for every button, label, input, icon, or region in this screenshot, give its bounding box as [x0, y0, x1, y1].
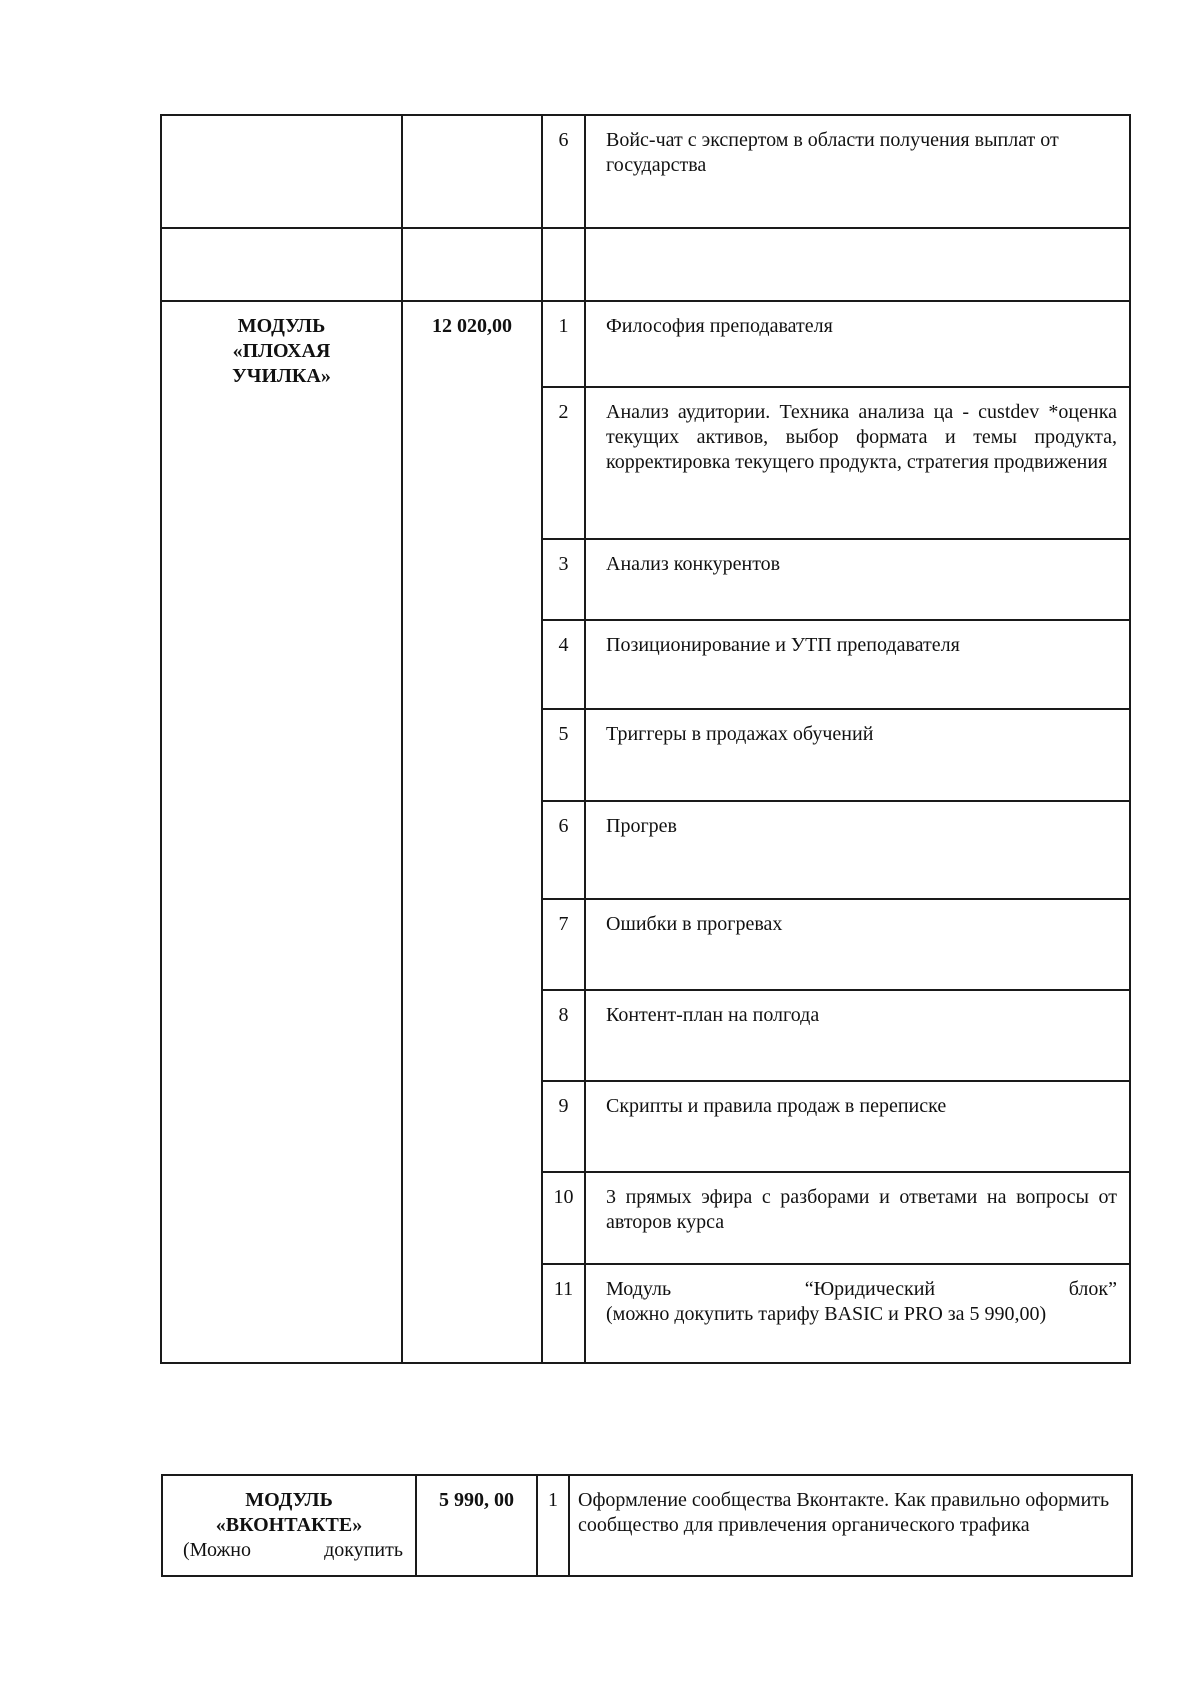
module-table-vk	[161, 1474, 1133, 1577]
item-text: Ошибки в прогревах	[585, 899, 1130, 990]
item-number: 2	[542, 387, 585, 539]
item-number: 1	[542, 301, 585, 387]
item-text: Анализ конкурентов	[585, 539, 1130, 620]
item-number: 11	[542, 1264, 585, 1363]
item-text-line	[606, 1277, 1117, 1302]
item-number: 6	[542, 801, 585, 899]
item-number: 1	[537, 1475, 569, 1576]
module-name: УЧИЛКА»	[232, 365, 331, 387]
empty-cell	[161, 115, 402, 228]
item-text: Прогрев	[585, 801, 1130, 899]
module-name-cell	[161, 301, 402, 1363]
item-text: Контент-план на полгода	[585, 990, 1130, 1081]
table-row	[161, 301, 1130, 387]
module-name: МОДУЛЬ	[245, 1489, 333, 1511]
item-text: Скрипты и правила продаж в переписке	[585, 1081, 1130, 1172]
item-text-word: блок”	[1068, 1278, 1117, 1300]
table-row-empty	[161, 228, 1130, 301]
item-text: Философия преподавателя	[585, 301, 1130, 387]
module-name-cell	[162, 1475, 416, 1576]
item-text-word: Модуль	[606, 1278, 672, 1300]
item-text: Триггеры в продажах обучений	[585, 709, 1130, 801]
item-text: 3 прямых эфира с разборами и ответами на вопросы от авторов курса	[585, 1172, 1130, 1264]
module-note-word: докупить	[324, 1539, 403, 1561]
table-row	[162, 1475, 1132, 1576]
item-text-word: “Юридический	[804, 1278, 936, 1300]
module-table	[160, 114, 1131, 1364]
module-price: 12 020,00	[402, 301, 542, 1363]
module-name: «ПЛОХАЯ	[232, 340, 331, 362]
item-number: 3	[542, 539, 585, 620]
module-name: МОДУЛЬ	[237, 315, 326, 337]
item-number: 8	[542, 990, 585, 1081]
table-row	[161, 115, 1130, 228]
item-number: 9	[542, 1081, 585, 1172]
item-text: Войс-чат с экспертом в области получения выплат от государства	[585, 115, 1130, 228]
empty-cell	[402, 115, 542, 228]
item-number: 5	[542, 709, 585, 801]
item-text	[585, 1264, 1130, 1363]
item-number: 4	[542, 620, 585, 709]
module-price: 5 990, 00	[416, 1475, 537, 1576]
item-number: 6	[542, 115, 585, 228]
module-name: «ВКОНТАКТЕ»	[215, 1514, 363, 1536]
item-number: 10	[542, 1172, 585, 1264]
item-text: Позиционирование и УТП преподавателя	[585, 620, 1130, 709]
item-text: Анализ аудитории. Техника анализа ца - custdev *оценка текущих активов, выбор формата и темы продукта, корректировка текущего продукта, стратегия продвижения	[585, 387, 1130, 539]
module-note-word: (Можно	[183, 1539, 251, 1561]
item-number: 7	[542, 899, 585, 990]
module-note	[163, 1538, 415, 1563]
item-text-line: (можно докупить тарифу BASIC и PRO за 5 990,00)	[606, 1303, 1047, 1325]
item-text: Оформление сообщества Вконтакте. Как правильно оформить сообщество для привлечения органического трафика	[569, 1475, 1132, 1576]
